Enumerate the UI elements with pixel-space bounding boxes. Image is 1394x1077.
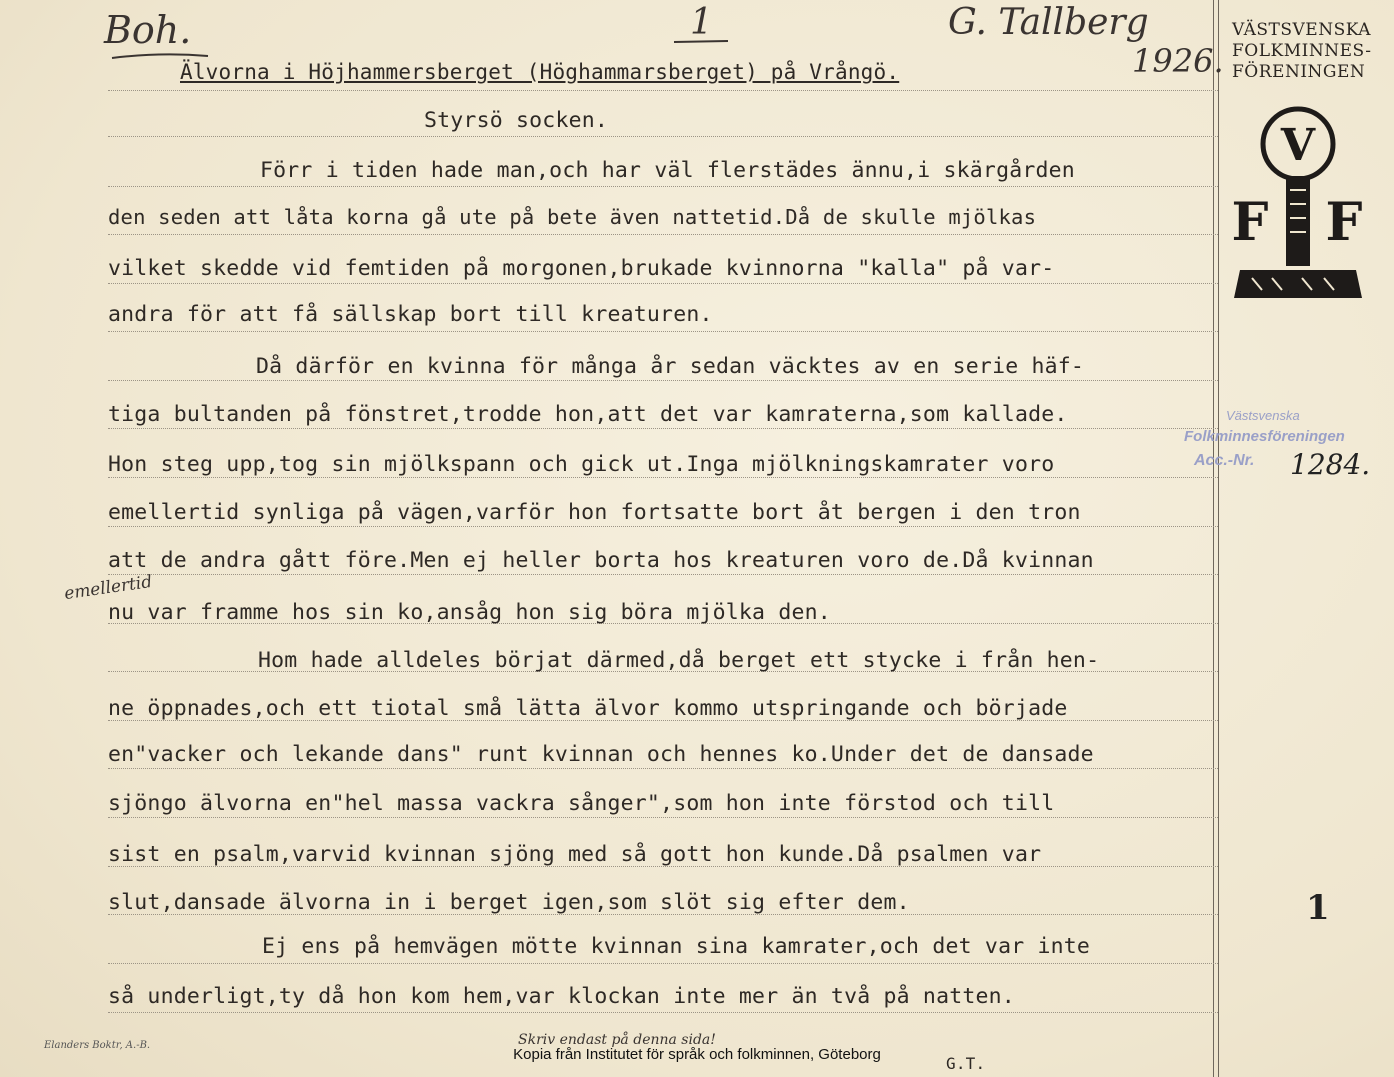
svg-text:F: F <box>1232 192 1269 253</box>
writing-line <box>108 283 1218 284</box>
margin-rule <box>1218 0 1219 1077</box>
handwritten-label-left: Boh. <box>104 8 192 52</box>
writing-line <box>108 428 1218 429</box>
body-line: nu var framme hos sin ko,ansåg hon sig böra mjölka den. <box>108 600 831 625</box>
writing-line <box>108 136 1218 137</box>
organisation-name <box>1232 20 1372 83</box>
body-line: den seden att låta korna gå ute på bete även nattetid.Då de skulle mjölkas <box>108 205 1037 229</box>
svg-text:V: V <box>1280 120 1316 171</box>
footer-instruction: Skriv endast på denna sida! <box>518 1032 716 1048</box>
page-number: 1 <box>1306 888 1330 928</box>
org-line: VÄSTSVENSKA <box>1232 20 1372 40</box>
body-line: Då därför en kvinna för många år sedan väcktes av en serie häf- <box>256 354 1085 379</box>
accession-number: 1284. <box>1290 448 1371 481</box>
writing-line <box>108 90 1218 91</box>
writing-line <box>108 380 1218 381</box>
body-line: tiga bultanden på fönstret,trodde hon,att det var kamraterna,som kallade. <box>108 402 1068 427</box>
body-line: att de andra gått före.Men ej heller borta hos kreaturen voro de.Då kvinnan <box>108 548 1094 573</box>
body-line: Hon steg upp,tog sin mjölkspann och gick ut.Inga mjölkningskamrater voro <box>108 452 1055 477</box>
body-line: en"vacker och lekande dans" runt kvinnan och hennes ko.Under det de dansade <box>108 742 1094 767</box>
body-line: ne öppnades,och ett tiotal små lätta älvor kommo utspringande och började <box>108 696 1068 721</box>
stamp-line: Västsvenska <box>1226 408 1300 423</box>
svg-text:F: F <box>1325 192 1363 253</box>
hammer-emblem-icon <box>1232 100 1364 300</box>
stamp-line: Folkminnesföreningen <box>1184 428 1345 445</box>
handwritten-author: G. Tallberg <box>948 2 1149 43</box>
handwritten-page-mark: 1 <box>690 2 713 43</box>
handwritten-year: 1926. <box>1132 42 1224 80</box>
stamp-acc-label: Acc.-Nr. <box>1194 452 1255 469</box>
writing-line <box>108 1012 1218 1013</box>
typed-initials: G.T. <box>946 1054 986 1073</box>
writing-line <box>108 768 1218 769</box>
writing-line <box>108 526 1218 527</box>
org-line: FÖRENINGEN <box>1232 62 1366 82</box>
writing-line <box>108 963 1218 964</box>
org-line: FOLKMINNES- <box>1232 41 1372 61</box>
printer-credit: Elanders Boktr, A.-B. <box>44 1040 151 1051</box>
margin-rule <box>1213 0 1214 1077</box>
body-line: Förr i tiden hade man,och har väl flerstädes ännu,i skärgården <box>260 158 1075 183</box>
body-line: Hom hade alldeles börjat därmed,då berget ett stycke i från hen- <box>258 648 1100 673</box>
body-line: sist en psalm,varvid kvinnan sjöng med så gott hon kunde.Då psalmen var <box>108 842 1042 867</box>
body-line: så underligt,ty då hon kom hem,var klockan inte mer än två på natten. <box>108 984 1015 1009</box>
body-line: slut,dansade älvorna in i berget igen,som slöt sig efter dem. <box>108 890 910 915</box>
writing-line <box>108 331 1218 332</box>
body-line: andra för att få sällskap bort till kreaturen. <box>108 302 713 327</box>
underline-stroke <box>672 36 732 46</box>
margin-note: emellertid <box>63 571 154 605</box>
document-title: Älvorna i Höjhammersberget (Höghammarsberget) på Vrångö. <box>180 60 900 84</box>
writing-line <box>108 817 1218 818</box>
writing-line <box>108 186 1218 187</box>
document-subtitle: Styrsö socken. <box>424 108 609 133</box>
body-line: emellertid synliga på vägen,varför hon fortsatte bort åt bergen i den tron <box>108 500 1081 525</box>
copy-notice: Kopia från Institutet för språk och folkminnen, Göteborg <box>513 1046 881 1063</box>
body-line: Ej ens på hemvägen mötte kvinnan sina kamrater,och det var inte <box>262 934 1091 959</box>
writing-line <box>108 477 1218 478</box>
writing-line <box>108 234 1218 235</box>
body-line: vilket skedde vid femtiden på morgonen,brukade kvinnorna "kalla" på var- <box>108 256 1055 281</box>
body-line: sjöngo älvorna en"hel massa vackra sånger",som hon inte förstod och till <box>108 791 1055 816</box>
writing-line <box>108 574 1218 575</box>
